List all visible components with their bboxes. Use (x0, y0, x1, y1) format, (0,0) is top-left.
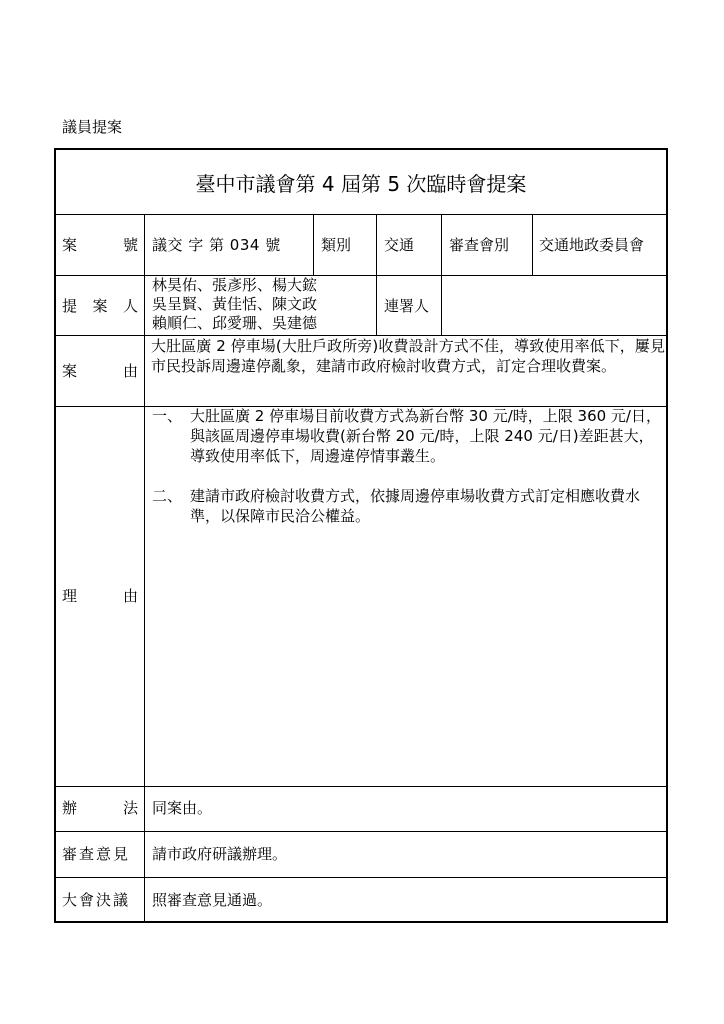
column-divider (313, 214, 314, 275)
form-title: 臺中市議會第 4 屆第 5 次臨時會提案 (195, 172, 527, 196)
rationale-item-number: 一、 (152, 407, 183, 425)
rationale-content (152, 406, 666, 526)
proposal-form (54, 148, 668, 923)
reason-text: 大肚區廣 2 停車場(大肚戶政所旁)收費設計方式不佳，導致使用率低下，屢見市民投訴周邊違停亂象，建請市政府檢討收費方式，訂定合理收費案。 (151, 337, 665, 375)
label-column-divider (144, 214, 145, 921)
rationale-label: 理 由 (62, 587, 138, 605)
committee-value: 交通地政委員會 (539, 236, 645, 254)
category-value: 交通 (384, 236, 415, 254)
rationale-item (152, 486, 666, 526)
row-divider (56, 877, 666, 878)
column-divider (441, 214, 442, 335)
method-value: 同案由。 (152, 799, 213, 817)
proposer-line: 林昊佑、張彥彤、楊大鋐 (152, 276, 318, 294)
category-label: 類別 (321, 236, 352, 254)
proposer-line: 賴順仁、邱愛珊、吳建德 (152, 314, 318, 332)
rationale-item-number: 二、 (152, 487, 183, 505)
method-label: 辦 法 (62, 799, 138, 817)
column-divider (376, 214, 377, 335)
rationale-item (152, 406, 666, 466)
row-divider (56, 786, 666, 787)
row-divider (56, 214, 666, 215)
case-number-label: 案 號 (62, 236, 138, 254)
committee-label: 審查會別 (449, 236, 510, 254)
resolution-label: 大會決議 (62, 891, 131, 909)
case-number-value: 議交 字 第 034 號 (152, 236, 281, 254)
rationale-item-text: 大肚區廣 2 停車場目前收費方式為新台幣 30 元/時，上限 360 元/日，與該區周邊停車場收費(新台幣 20 元/時，上限 240 元/日)差距甚大，導致使用率低下，周邊違停情事叢生。 (190, 407, 661, 465)
row-divider (56, 275, 666, 276)
row-divider (56, 831, 666, 832)
proposer-names (152, 276, 317, 333)
review-opinion-label: 審查意見 (62, 845, 131, 863)
review-opinion-value: 請市政府研議辦理。 (152, 845, 288, 863)
resolution-value: 照審查意見通過。 (152, 891, 273, 909)
rationale-item-text: 建請市政府檢討收費方式，依據周邊停車場收費方式訂定相應收費水準，以保障市民洽公權益。 (190, 487, 641, 525)
proposer-line: 吳呈賢、黃佳恬、陳文政 (152, 295, 318, 313)
cosigner-label: 連署人 (384, 297, 430, 315)
proposers-label: 提 案 人 (62, 297, 138, 315)
column-divider (532, 214, 533, 275)
reason-label: 案 由 (62, 362, 138, 380)
document-header-label: 議員提案 (62, 118, 123, 136)
